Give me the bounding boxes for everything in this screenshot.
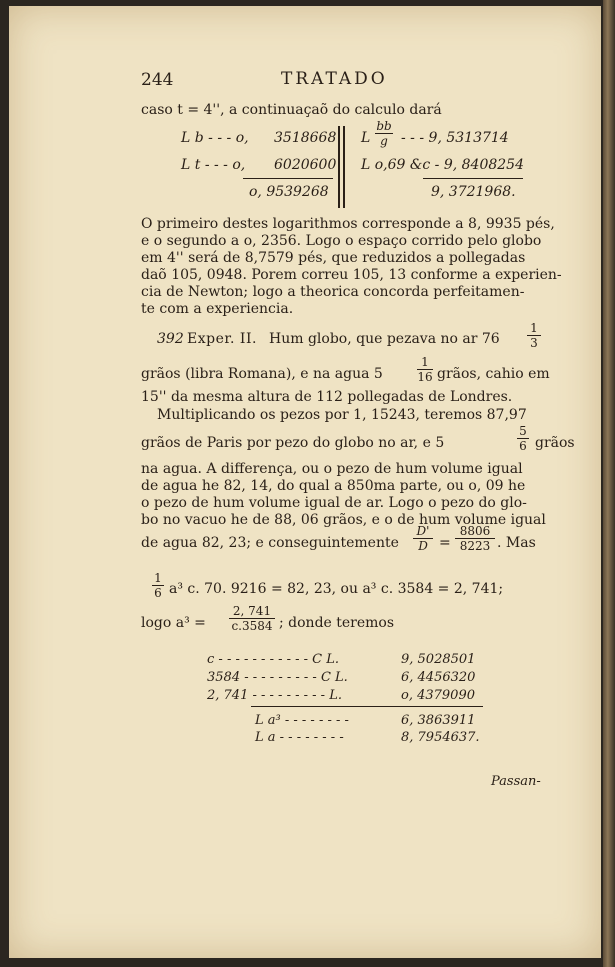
fraction-denominator: g — [380, 134, 388, 148]
exper-text-b1: grãos (libra Romana), e na agua 5 — [141, 366, 383, 382]
fraction-denominator: D — [418, 539, 428, 553]
table1-left-total: o, 9539268 — [249, 184, 329, 200]
table2-result-2-left: L a - - - - - - - - — [255, 730, 344, 745]
fraction-numerator: 1 — [417, 356, 433, 370]
paragraph2-line7b: . Mas — [497, 535, 536, 551]
equation-fraction-2 — [455, 525, 495, 552]
exper-fraction-a — [527, 322, 541, 349]
table1-divider-a — [338, 126, 340, 208]
fraction-numerator: 1 — [152, 572, 164, 586]
book-edge — [603, 0, 615, 967]
exper-fraction-b — [417, 356, 433, 383]
formula2-lead: logo a³ = — [141, 615, 206, 631]
formula1-text: a³ c. 70. 9216 = 82, 23, ou a³ c. 3584 = 2, 741; — [169, 581, 504, 597]
table1-left-label-1: L b - - - o, — [181, 130, 249, 146]
paragraph1-line6: te com a experiencia. — [141, 301, 294, 317]
paragraph2-line3: na agua. A differença, ou o pezo de hum volume igual — [141, 461, 523, 477]
fraction-denominator: 3 — [530, 336, 538, 350]
table2-result-2-right: 8, 7954637. — [401, 730, 480, 745]
fraction-numerator: 2, 741 — [229, 605, 275, 619]
paragraph1-line3: em 4'' será de 8,7579 pés, que reduzidos a pollegadas — [141, 250, 526, 266]
paragraph2-line1: Multiplicando os pezos por 1, 15243, teremos 87,97 — [157, 407, 527, 423]
formula2-fraction — [229, 605, 275, 632]
book-page — [9, 6, 601, 958]
page-number: 244 — [141, 70, 174, 90]
table2-row-1-right: 9, 5028501 — [401, 652, 476, 667]
table2-row-3-left: 2, 741 - - - - - - - - - L. — [207, 688, 342, 703]
fraction-numerator: 5 — [517, 425, 529, 439]
fraction-numerator: 1 — [527, 322, 541, 336]
fraction-denominator: 6 — [519, 439, 527, 453]
table1-divider-b — [343, 126, 345, 208]
paragraph1-line5: cia de Newton; logo a theorica concorda perfeitamen- — [141, 284, 525, 300]
fraction-denominator: 16 — [417, 370, 433, 384]
table1-left-value-1: 3518668 — [274, 130, 337, 146]
paragraph2-line7a: de agua 82, 23; e conseguintemente — [141, 535, 399, 551]
table1-right-rule — [423, 178, 523, 179]
exper-text-b2: grãos, cahio em — [437, 366, 550, 382]
table2-rule — [251, 706, 483, 707]
table1-right-label: L — [361, 130, 371, 146]
formula1-fraction — [152, 572, 164, 599]
table1-right-total: 9, 3721968. — [431, 184, 516, 200]
paragraph2-fraction — [517, 425, 529, 452]
paragraph2-line6: bo no vacuo he de 88, 06 grãos, e o de hum volume igual — [141, 512, 546, 528]
exper-label: Exper. II. — [187, 331, 257, 347]
paragraph2-line4: de agua he 82, 14, do qual a 850ma parte, ou o, 09 he — [141, 478, 526, 494]
table1-left-value-2: 6020600 — [274, 157, 337, 173]
table2-row-2-left: 3584 - - - - - - - - - C L. — [207, 670, 348, 685]
paragraph1-line1: O primeiro destes logarithmos corresponde a 8, 9935 pés, — [141, 216, 555, 232]
paragraph1-line2: e o segundo a o, 2356. Logo o espaço corrido pelo globo — [141, 233, 542, 249]
table1-right-value-2: L o,69 &c - 9, 8408254 — [361, 157, 524, 173]
paragraph2-line2b: grãos — [535, 435, 575, 451]
fraction-numerator: 8806 — [455, 525, 495, 539]
equation-fraction-1 — [413, 525, 433, 552]
fraction-numerator: bb — [376, 119, 392, 133]
fraction-denominator: 8223 — [459, 539, 491, 553]
paragraph2-line2a: grãos de Paris por pezo do globo no ar, e 5 — [141, 435, 445, 451]
fraction-denominator: 6 — [154, 586, 162, 600]
table2-result-1-right: 6, 3863911 — [401, 713, 476, 728]
table2-result-1-left: L a³ - - - - - - - - — [255, 713, 349, 728]
running-title: TRATADO — [281, 69, 388, 89]
equation-sign: = — [439, 535, 451, 551]
table1-right-fraction — [375, 120, 393, 147]
catchword: Passan- — [491, 774, 541, 789]
formula2-tail: ; donde teremos — [279, 615, 395, 631]
paragraph1-line4: daõ 105, 0948. Porem correu 105, 13 conforme a experien- — [141, 267, 562, 283]
exper-number: 392 — [157, 331, 184, 347]
table1-right-value-1: - - - 9, 5313714 — [401, 130, 509, 146]
table1-left-rule — [243, 178, 333, 179]
table2-row-1-left: c - - - - - - - - - - - C L. — [207, 652, 340, 667]
intro-line: caso t = 4'', a continuaçaõ do calculo dará — [141, 102, 442, 118]
table1-left-label-2: L t - - - o, — [181, 157, 246, 173]
fraction-numerator: D' — [413, 525, 433, 539]
fraction-denominator: c.3584 — [231, 619, 273, 633]
table2-row-3-right: o, 4379090 — [401, 688, 475, 703]
exper-text-c: 15'' da mesma altura de 112 pollegadas de Londres. — [141, 389, 513, 405]
exper-text-a: Hum globo, que pezava no ar 76 — [269, 331, 500, 347]
table2-row-2-right: 6, 4456320 — [401, 670, 476, 685]
paragraph2-line5: o pezo de hum volume igual de ar. Logo o pezo do glo- — [141, 495, 527, 511]
